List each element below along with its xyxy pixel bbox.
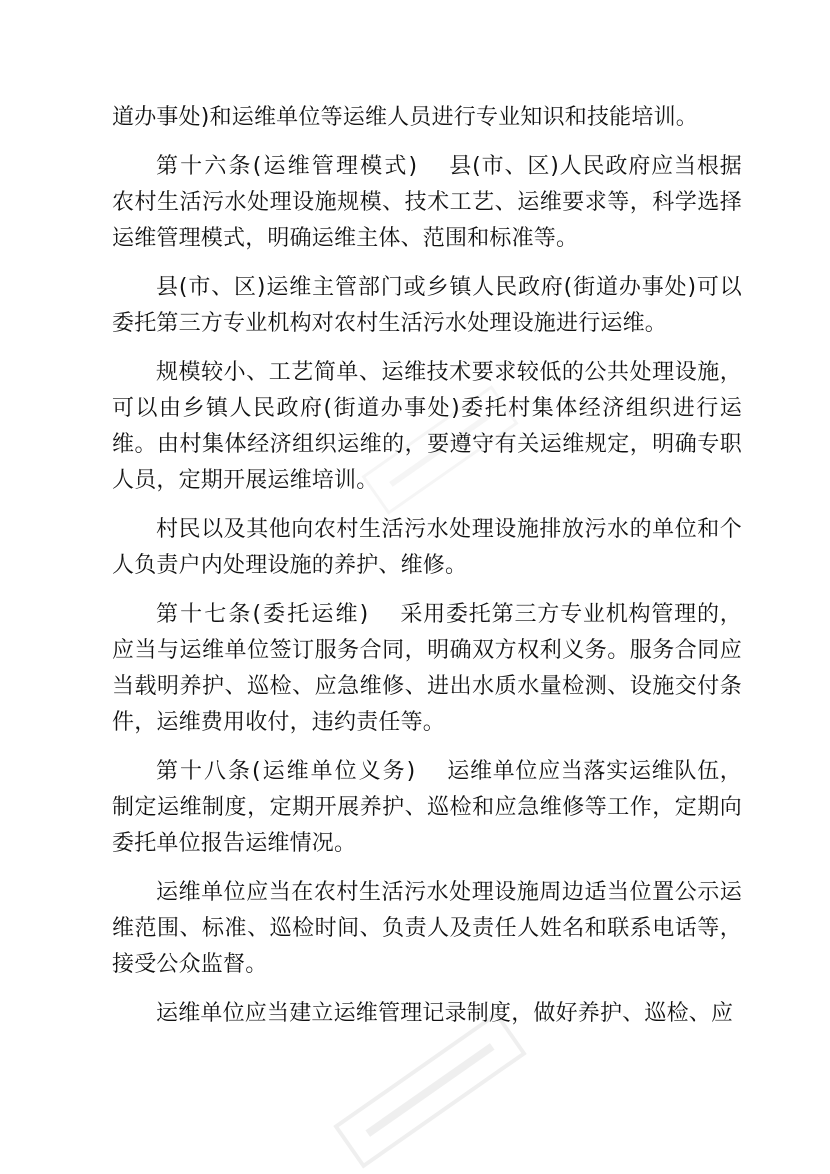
article-16-paragraph: [112, 149, 742, 257]
paragraph-text: 采用委托第三方专业机构管理的，应当与运维单位签订服务合同，明确双方权利义务。服务合同应当载明养护、巡检、应急维修、进出水质水量检测、设施交付条件，运维费用收付，违约责任等。: [112, 602, 742, 735]
paragraph: [112, 996, 742, 1032]
paragraph-continuation: [112, 100, 742, 136]
paragraph: [112, 270, 742, 342]
paragraph-text: 运维单位应当落实运维队伍，制定运维制度，定期开展养护、巡检和应急维修等工作，定期向委托单位报告运维情况。: [112, 759, 743, 856]
document-body: [112, 100, 742, 1045]
paragraph-text: 运维单位应当在农村生活污水处理设施周边适当位置公示运维范围、标准、巡检时间、负责人及责任人姓名和联系电话等，接受公众监督。: [112, 880, 742, 977]
article-17-paragraph: [112, 597, 742, 741]
article-16-heading: 第十六条(运维管理模式): [156, 154, 419, 179]
paragraph-text: 道办事处)和运维单位等运维人员进行专业知识和技能培训。: [112, 105, 698, 130]
paragraph-text: 村民以及其他向农村生活污水处理设施排放污水的单位和个人负责户内处理设施的养护、维修。: [112, 517, 742, 578]
paragraph: [112, 875, 742, 983]
paragraph-text: 县(市、区)人民政府应当根据农村生活污水处理设施规模、技术工艺、运维要求等，科学选择运维管理模式，明确运维主体、范围和标准等。: [112, 154, 743, 251]
article-18-heading: 第十八条(运维单位义务): [156, 759, 417, 784]
article-17-heading: 第十七条(委托运维): [156, 602, 370, 627]
paragraph-text: 规模较小、工艺简单、运维技术要求较低的公共处理设施，可以由乡镇人民政府(街道办事处)委托村集体经济组织进行运维。由村集体经济组织运维的，要遵守有关运维规定，明确专职人员，定期开展运维培训。: [112, 360, 742, 493]
article-18-paragraph: [112, 754, 742, 862]
paragraph: [112, 355, 742, 499]
paragraph: [112, 512, 742, 584]
paragraph-text: 县(市、区)运维主管部门或乡镇人民政府(街道办事处)可以委托第三方专业机构对农村生活污水处理设施进行运维。: [112, 275, 742, 336]
paragraph-text: 运维单位应当建立运维管理记录制度，做好养护、巡检、应: [156, 1001, 734, 1026]
